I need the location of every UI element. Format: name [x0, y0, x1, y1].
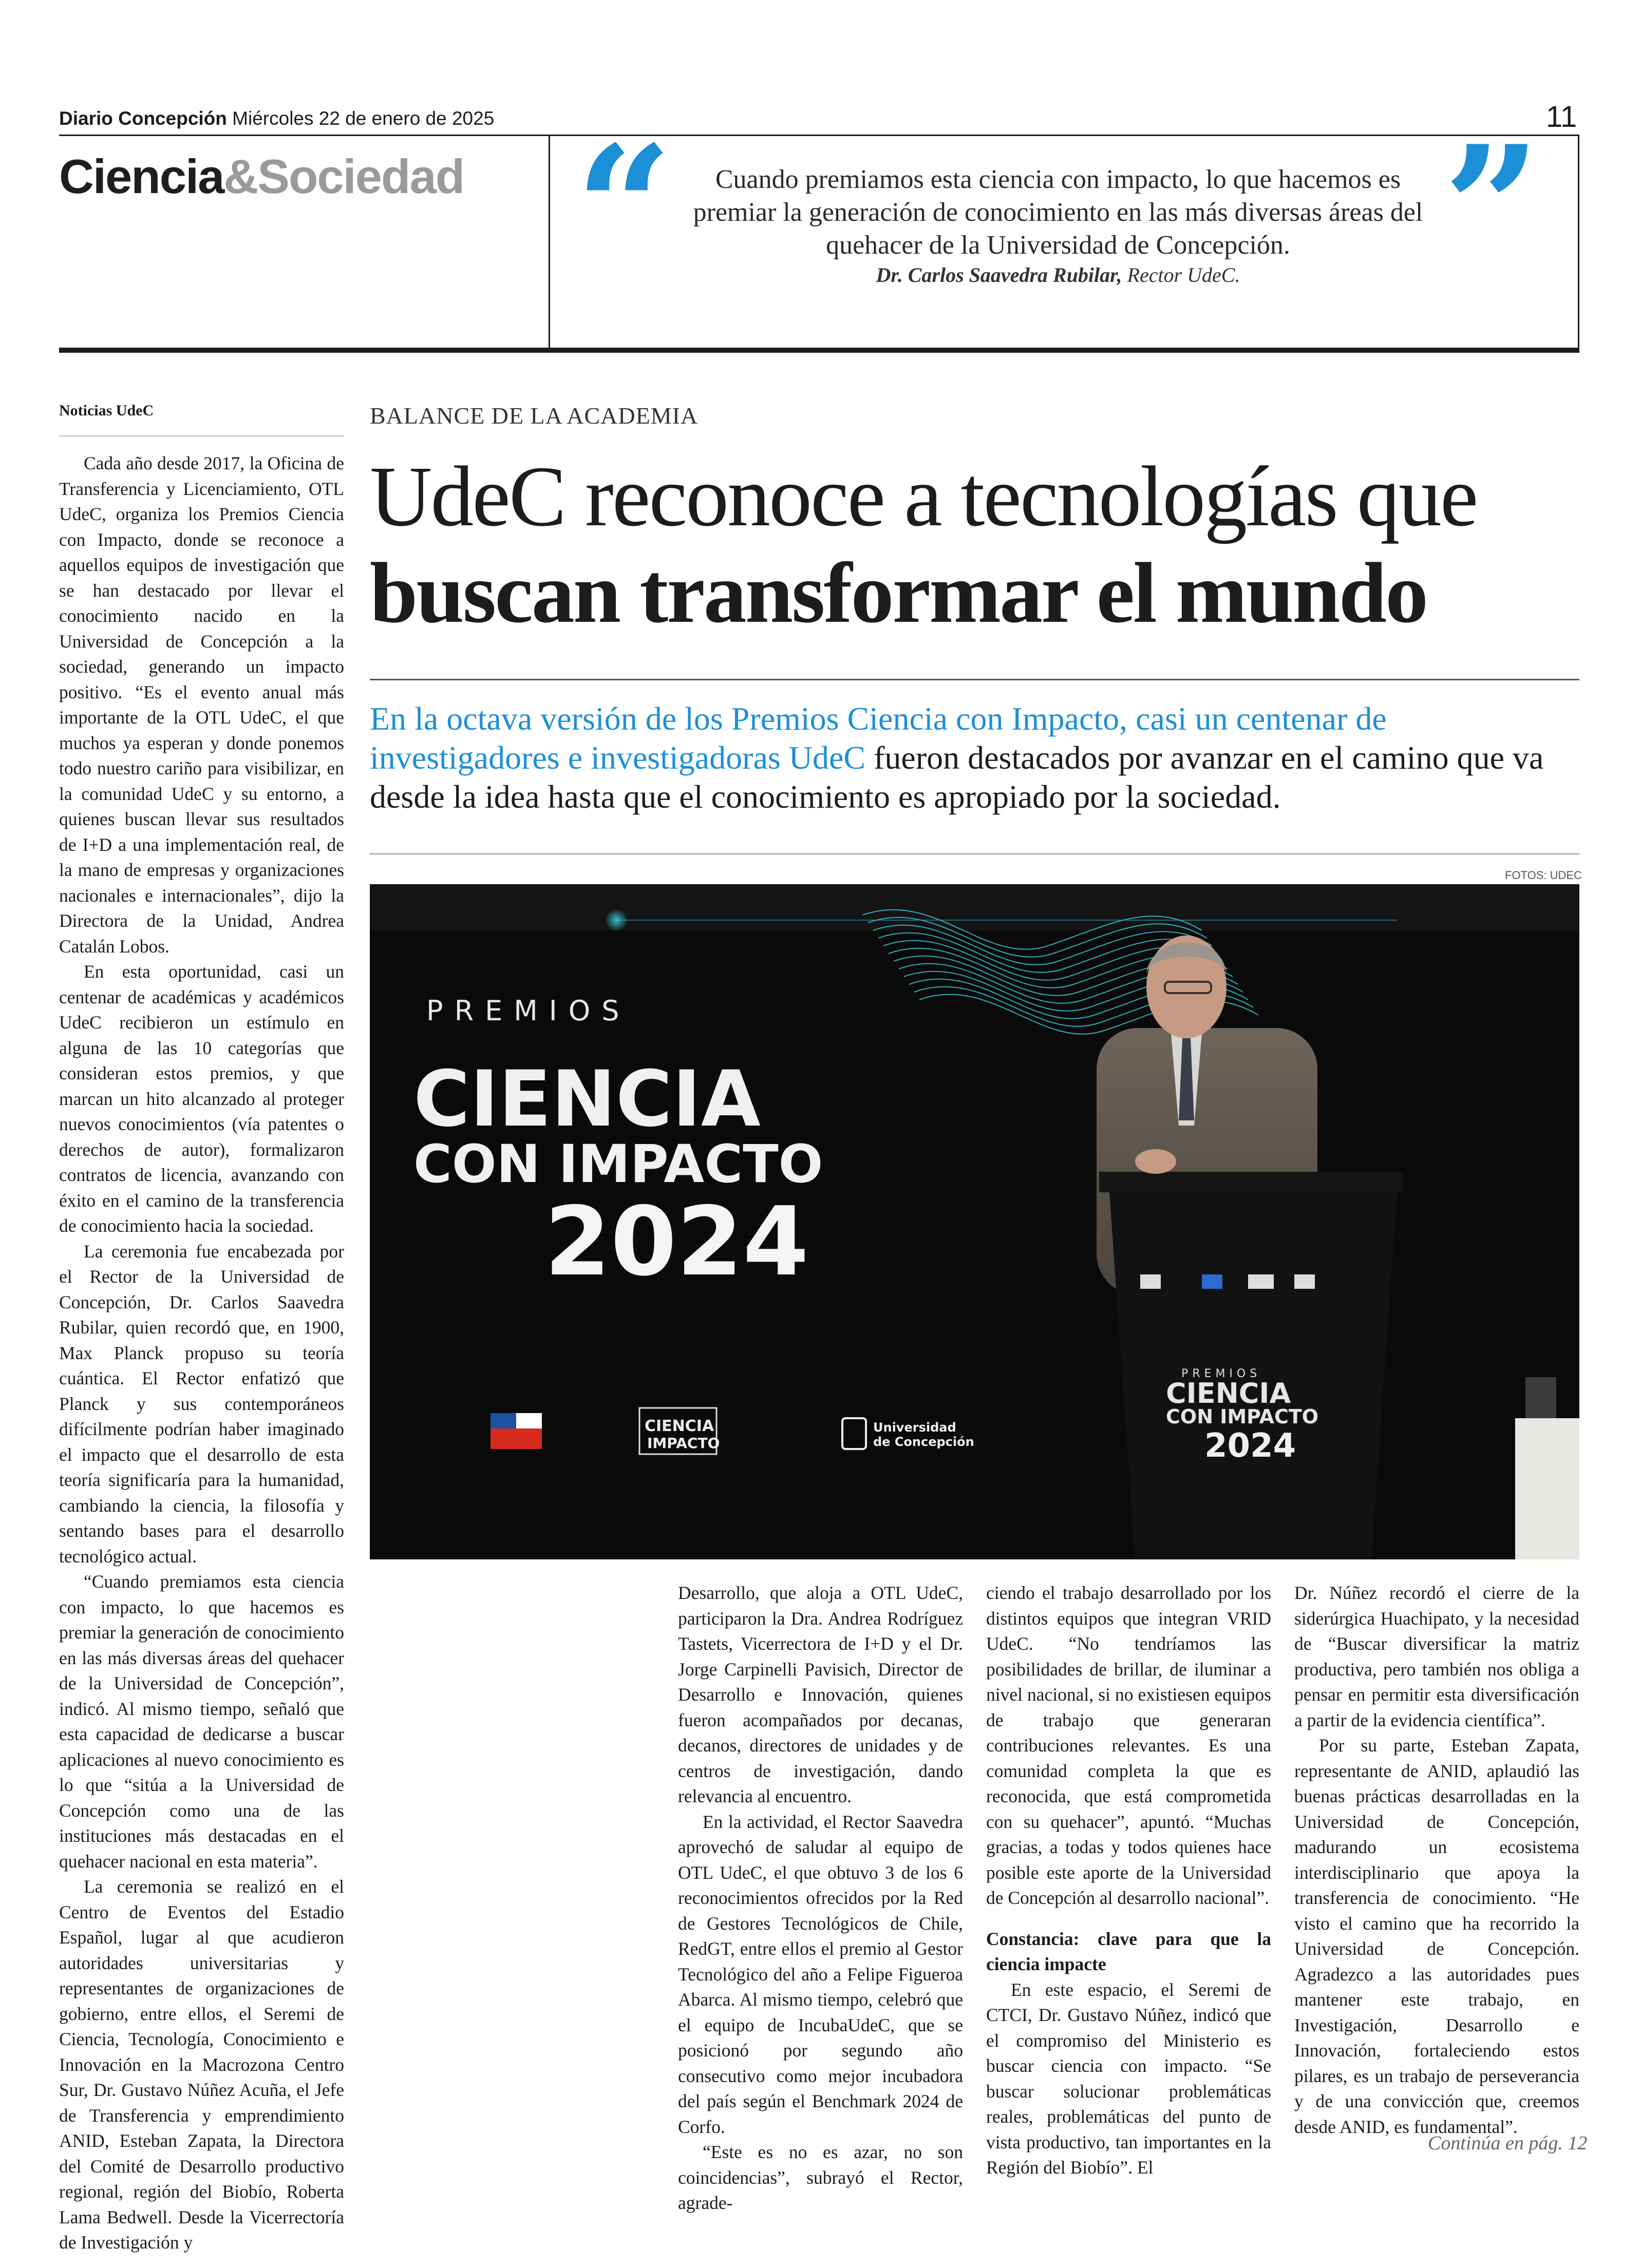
page-number: 11: [1546, 100, 1577, 134]
paragraph: “Cuando premiamos esta ciencia con impacto, lo que hacemos es premiar la generación de conocimiento en las más diversas áreas del quehacer de la Universidad de Concepción”, indicó. Al mismo tiempo, señaló que esta capacidad de dedicarse a buscar aplicaciones al nuevo conocimiento es lo que “sitúa a la Universidad de Concepción como una de las instituciones más destacadas en el quehacer nacional en esta materia”.: [59, 1571, 344, 1872]
headline-line-2: buscan transformar el mundo: [370, 545, 1427, 641]
lede-rule: [370, 853, 1579, 854]
article-photo: [370, 884, 1579, 1559]
body-column-3: [986, 1580, 1271, 2181]
close-quote-icon: ”: [1443, 108, 1541, 308]
lede-highlight: En la octava versión de los Premios Ciencia con Impacto, casi un centenar de investigadores e investigadoras UdeC: [370, 700, 1387, 776]
section-title: Ciencia&Sociedad: [59, 149, 464, 203]
light-dot: [605, 909, 628, 931]
header-divider: [549, 135, 550, 349]
paragraph: Cada año desde 2017, la Oficina de Transferencia y Licenciamiento, OTL UdeC, organiza los Premios Ciencia con Impacto, donde se reconoce a aquellos equipos de investigación que se han destacado por llevar el conocimiento nacido en la Universidad de Concepción a la sociedad, generando un impacto positivo. “Es el evento anual más importante de la OTL UdeC, el que muchos ya esperan y donde ponemos todo nuestro cariño para visibilizar, en la comunidad UdeC y su entorno, a quienes buscan llevar sus resultados de I+D a una implementación real, de la mano de empresas y organizaciones nacionales e internacionales”, dijo la Directora de la Unidad, Andrea Catalán Lobos.: [59, 453, 344, 957]
side-table: [1515, 1418, 1579, 1559]
paragraph: Por su parte, Esteban Zapata, representante de ANID, aplaudió las buenas prácticas desarrolladas en la Universidad de Concepción, madurando un ecosistema interdisciplinario que apoya la transferencia de conocimiento. “He visto el camino que ha recorrido la Universidad de Concepción. Agradezco a las autoridades pues mantener este trabajo, en Investigación, Desarrollo e Innovación, fortaleciendo estos pilares, es un trabajo de perseverancia y de una convicción que, creemos desde ANID, es fundamental”.: [1294, 1735, 1579, 2137]
paragraph: Desarrollo, que aloja a OTL UdeC, participaron la Dra. Andrea Rodríguez Tastets, Vicerrectora de I+D y el Dr. Jorge Carpinelli Pavisich, Director de Desarrollo e Innovación, quienes fueron acompañados por decanas, decanos, directores de unidades y de centros de investigación, dando relevancia al encuentro.: [678, 1583, 963, 1806]
body-column-1: [59, 451, 344, 2256]
screen-text-ciencia: CIENCIA: [413, 1055, 761, 1144]
podium-text-premios: PREMIOS: [1181, 1367, 1261, 1380]
paragraph: “Este es no es azar, no son coincidencias”, subrayó el Rector, agrade-: [678, 2142, 963, 2213]
svg-text:CIENCIA: CIENCIA: [645, 1417, 714, 1435]
svg-text:IMPACTO: IMPACTO: [647, 1435, 720, 1452]
paragraph: La ceremonia se realizó en el Centro de Eventos del Estadio Español, lugar al que acudieron autoridades universitarias y representantes de organizaciones de gobierno, entre ellos, el Seremi de Ciencia, Tecnología, Conocimiento e Innovación en la Macrozona Centro Sur, Dr. Gustavo Núñez Acuña, el Jefe de Transferencia y emprendimiento ANID, Esteban Zapata, la Directora del Comité de Desarrollo productivo regional, región del Biobío, Roberta Lama Bedwell. Desde la Vicerrectoría de Investigación y: [59, 1876, 344, 2253]
screen-text-premios: PREMIOS: [426, 995, 631, 1027]
chile-gov-logo: [491, 1413, 542, 1449]
kicker: BALANCE DE LA ACADEMIA: [370, 403, 699, 429]
body-column-2: [678, 1580, 963, 2216]
screen-text-year: 2024: [544, 1186, 809, 1297]
header-right-border: [1578, 135, 1579, 349]
photo-credit: FOTOS: UDEC: [1505, 869, 1582, 882]
svg-text:Universidad: Universidad: [873, 1420, 956, 1435]
masthead: [59, 108, 494, 129]
paragraph: Dr. Núñez recordó el cierre de la siderúrgica Huachipato, y la necesidad de “Buscar diversificar la matriz productiva, pero también nos obliga a pensar en permitir esta diversificación a partir de la evidencia científica”.: [1294, 1583, 1579, 1730]
paragraph: ciendo el trabajo desarrollado por los distintos equipos que integran VRID UdeC. “No tendríamos las posibilidades de brillar, de iluminar a nivel nacional, si no existiesen equipos de trabajo que generaran contribuciones relevantes. Es una comunidad completa la que es reconocida, que está comprometida con su quehacer”, apuntó. “Muchas gracias, a todas y todos quienes hace posible este aporte de la Universidad de Concepción al desarrollo nacional”.: [986, 1583, 1271, 1908]
continued-note: Continúa en pág. 12: [1428, 2132, 1588, 2154]
podium-text-con-impacto: CON IMPACTO: [1166, 1405, 1319, 1428]
lede: [370, 699, 1579, 816]
svg-text:de Concepción: de Concepción: [873, 1435, 974, 1449]
paragraph: La ceremonia fue encabezada por el Rector de la Universidad de Concepción, Dr. Carlos Saavedra Rubilar, quien recordó que, en 1900, Max Planck propuso su teoría cuántica. El Rector enfatizó que Planck y sus contemporáneos difícilmente podrían haber imaginado el impacto que el desarrollo de esta teoría significaría para la humanidad, cambiando la ciencia, la filosofía y sentando bases para el desarrollo tecnológico actual.: [59, 1241, 344, 1567]
pull-quote-author: Dr. Carlos Saavedra Rubilar, Rector UdeC.: [876, 263, 1240, 287]
headline-line-1: UdeC reconoce a tecnologías que: [370, 449, 1477, 544]
top-rule: [59, 135, 1579, 136]
byline-rule: [59, 435, 344, 436]
screen-text-con-impacto: CON IMPACTO: [413, 1134, 823, 1195]
podium-text-ciencia: CIENCIA: [1166, 1377, 1291, 1409]
photo-illustration: [370, 884, 1579, 1559]
side-object: [1525, 1377, 1556, 1418]
open-quote-icon: “: [575, 108, 673, 308]
byline: Noticias UdeC: [59, 402, 154, 419]
speaker-hand: [1135, 1149, 1176, 1174]
paragraph: En la actividad, el Rector Saavedra aprovechó de saludar al equipo de OTL UdeC, el que obtuvo 3 de los 6 reconocimientos ofrecidos por la Red de Gestores Tecnológicos de Chile, RedGT, entre ellos el premio al Gestor Tecnológico del año a Felipe Figueroa Abarca. Al mismo tiempo, celebró que el equipo de IncubaUdeC, que se posicionó por segundo año consecutivo como mejor incubadora del país según el Benchmark 2024 de Corfo.: [678, 1811, 963, 2137]
subhead: Constancia: clave para que la ciencia impacte: [986, 1928, 1271, 1974]
lede-rest: fueron destacados por avanzar en el camino que va desde la idea hasta que el conocimiento es apropiado por la sociedad.: [370, 739, 1544, 815]
newspaper-name: Diario Concepción: [59, 108, 227, 129]
headline-rule: [370, 679, 1579, 680]
podium: [1099, 1172, 1402, 1559]
body-column-4: [1294, 1580, 1579, 2140]
header-bottom-rule: [59, 348, 1579, 353]
podium-text-year: 2024: [1204, 1427, 1296, 1465]
pull-quote-text: Cuando premiamos esta ciencia con impacto, lo que hacemos es premiar la generación de conocimiento en las más diversas áreas del quehacer de la Universidad de Concepción.: [693, 165, 1423, 260]
issue-date: Miércoles 22 de enero de 2025: [232, 108, 495, 129]
paragraph: En esta oportunidad, casi un centenar de académicas y académicos UdeC recibieron un estímulo en alguna de las 10 categorías que consideran estos premios, y que marcan un hito alcanzado al proteger nuevos conocimientos (vía patentes o derechos de autor), formalizaron contratos de licencia, avanzando con éxito en el camino de la transferencia de conocimiento hacia la sociedad.: [59, 961, 344, 1236]
paragraph: En este espacio, el Seremi de CTCI, Dr. Gustavo Núñez, indicó que el compromiso del Ministerio es buscar ciencia con impacto. “Se buscar solucionar problemáticas reales, problemáticas del punto de vista productivo, tan importantes en la Región del Biobío”. El: [986, 1979, 1271, 2178]
